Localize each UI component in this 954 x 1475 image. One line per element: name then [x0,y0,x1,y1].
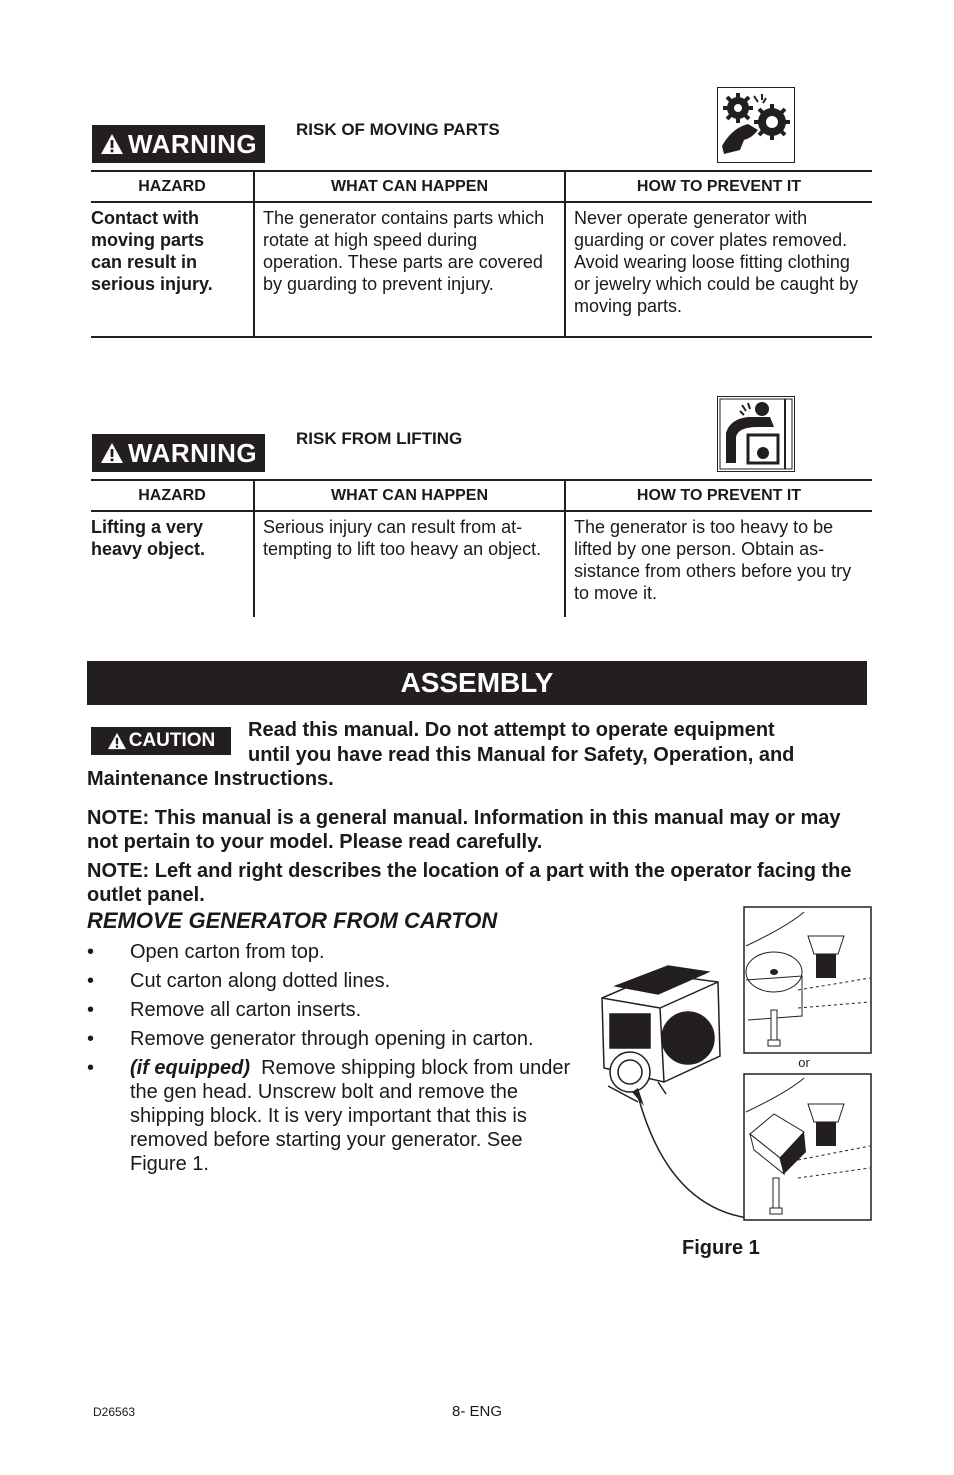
what-can-happen-cell: The generator contains parts which rotate at high speed during operation. These parts are covered by guarding to prevent injury. [254,202,565,336]
moving-parts-gears-hand-icon [717,87,795,163]
warning-triangle-icon [107,732,127,750]
warning-badge-label: WARNING [128,129,258,159]
hazard-table [91,479,872,617]
note-general-manual: NOTE: This manual is a general manual. Information in this manual may or may not pertain to your model. Please read carefully. [87,807,841,853]
list-item [87,1056,579,1176]
bullet-char: • [87,1028,95,1050]
page-number: 8- ENG [452,1403,503,1420]
header-what-can-happen: WHAT CAN HAPPEN [254,480,565,511]
list-item-text: Open carton from top. [130,941,325,963]
header-what-can-happen: WHAT CAN HAPPEN [254,171,565,202]
hazard-table [91,170,872,336]
detail-panel-bottom [744,1074,871,1220]
what-can-happen-cell: Serious injury can result from at-tempting to lift too heavy an object. [254,511,565,617]
caution-text-line1: Read this manual. Do not attempt to operate equipment [248,719,775,741]
list-item-text: Remove shipping block from under the gen head. Unscrew bolt and remove the shipping block. It is very important that this is removed before starting your generator. See Figure 1. [130,1057,571,1175]
table-bottom-rule [91,336,872,338]
or-label: or [798,1055,810,1070]
how-to-prevent-cell: The generator is too heavy to be lifted by one person. Obtain as-sistance from others before you try to move it. [565,511,872,617]
header-hazard: HAZARD [91,480,254,511]
list-item [87,940,579,964]
header-how-to-prevent: HOW TO PREVENT IT [565,480,872,511]
warning-badge [92,434,265,472]
bullet-char: • [87,999,95,1021]
bullet-char: • [87,941,95,963]
caution-text-line2: until you have read this Manual for Safety, Operation, and [248,744,795,766]
hazard-cell: Contact with moving parts can result in serious injury. [91,208,213,294]
figure-1-illustration [598,906,874,1224]
list-item [87,1027,579,1051]
hazard-cell: Lifting a very heavy object. [91,517,206,559]
risk-title: RISK OF MOVING PARTS [296,120,500,139]
warning-badge-label: WARNING [128,438,258,468]
risk-title: RISK FROM LIFTING [296,429,463,448]
generator-drawing [602,966,720,1102]
figure-caption: Figure 1 [682,1237,760,1259]
document-number: D26563 [93,1405,136,1419]
caution-badge [91,727,231,755]
list-item-text: Cut carton along dotted lines. [130,970,391,992]
caution-badge-label: CAUTION [128,730,216,751]
list-item [87,998,579,1022]
instruction-list [87,940,579,1181]
note-left-right: NOTE: Left and right describes the location of a part with the operator facing the outlet panel. [87,860,852,906]
callout-arrow [638,1096,748,1218]
assembly-title-bar: ASSEMBLY [87,661,867,705]
list-item [87,969,579,993]
how-to-prevent-cell: Never operate generator with guarding or cover plates removed. Avoid wearing loose fitting clothing or jewelry which could be caught by moving parts. [565,202,872,336]
header-how-to-prevent: HOW TO PREVENT IT [565,171,872,202]
warning-triangle-icon [100,442,124,464]
section-heading: REMOVE GENERATOR FROM CARTON [87,908,498,933]
list-item-text: Remove generator through opening in carton. [130,1028,534,1050]
header-hazard: HAZARD [91,171,254,202]
bullet-char: • [87,970,95,992]
caution-text-line3: Maintenance Instructions. [87,768,334,790]
detail-panel-top [744,907,871,1053]
warning-triangle-icon [100,133,124,155]
list-item-text: Remove all carton inserts. [130,999,362,1021]
bullet-char: • [87,1057,95,1079]
if-equipped-label: (if equipped) [130,1057,250,1079]
heavy-lifting-icon [717,396,795,472]
warning-badge [92,125,265,163]
